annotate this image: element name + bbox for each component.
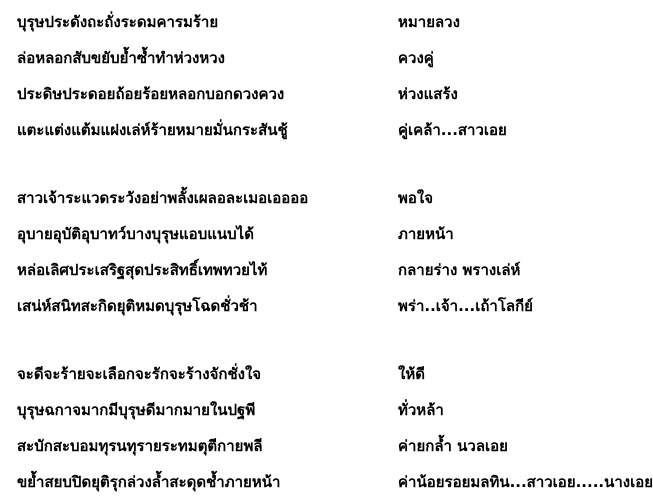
poem-line — [0, 358, 653, 390]
verse-gloss: ให้ดี — [398, 365, 425, 383]
poem-line — [0, 218, 653, 250]
verse-text: สาวเจ้าระแวดระวังอย่าพลั้งเผลอละเมอเออออ — [17, 189, 309, 207]
verse-gloss: พร่า..เจ้า...เถ้าโลกีย์ — [398, 297, 533, 315]
verse-gloss: ห่วงแสร้ง — [398, 85, 458, 103]
verse-gloss: หมายลวง — [398, 13, 460, 31]
verse-gloss: ควงคู่ — [398, 49, 434, 67]
verse-text: จะดีจะร้ายจะเลือกจะรักจะร้างจักชั่งใจ — [17, 365, 262, 383]
verse-gloss: ค่ายกล้ำ นวลเอย — [398, 437, 508, 455]
verse-text: บุรุษประดังถะถั่งระดมคารมร้าย — [17, 13, 219, 31]
verse-gloss: ภายหน้า — [398, 225, 454, 243]
poem-line — [0, 78, 653, 110]
poem-line — [0, 182, 653, 214]
verse-text: ล่อหลอกสับขยับย้ำซ้ำทำห่วงหวง — [17, 49, 226, 67]
poem-line — [0, 466, 653, 498]
verse-text: บุรุษฉกาจมากมีบุรุษดีมากมายในปฐพี — [17, 401, 256, 419]
poem-line — [0, 42, 653, 74]
poem-line — [0, 430, 653, 462]
verse-text: แตะแต่งแต้มแฝงเล่ห์ร้ายหมายมั่นกระสันชู้ — [17, 121, 288, 139]
verse-gloss: ค่าน้อยรอยมลทิน...สาวเอย.....นางเอย — [398, 473, 653, 491]
verse-text: อุบายอุบัติอุบาทว์บางบุรุษแอบแนบได้ — [17, 225, 254, 243]
verse-gloss: คู่เคล้า...สาวเอย — [398, 121, 507, 139]
verse-gloss: กลายร่าง พรางเล่ห์ — [398, 261, 521, 279]
verse-gloss: ทั่วหล้า — [398, 401, 444, 419]
verse-text: สะบักสะบอมทุรนทุรายระทมตุตีกายพลี — [17, 437, 263, 455]
poem-line — [0, 254, 653, 286]
verse-text: เสน่ห์สนิทสะกิดยุติหมดบุรุษโฉดชั่วช้า — [17, 297, 258, 315]
poem-line — [0, 6, 653, 38]
verse-text: หล่อเลิศประเสริฐสุดประสิทธิ์เทพทวยไท้ — [17, 261, 268, 279]
verse-gloss: พอใจ — [398, 189, 434, 207]
verse-text: ขย้ำสยบปิดยุติรุกล่วงล้ำสะดุดช้ำภายหน้า — [17, 473, 281, 491]
poem-line — [0, 394, 653, 426]
verse-text: ประดิษประดอยถ้อยร้อยหลอกบอกดวงควง — [17, 85, 285, 103]
poem-line — [0, 290, 653, 322]
poem-line — [0, 114, 653, 146]
